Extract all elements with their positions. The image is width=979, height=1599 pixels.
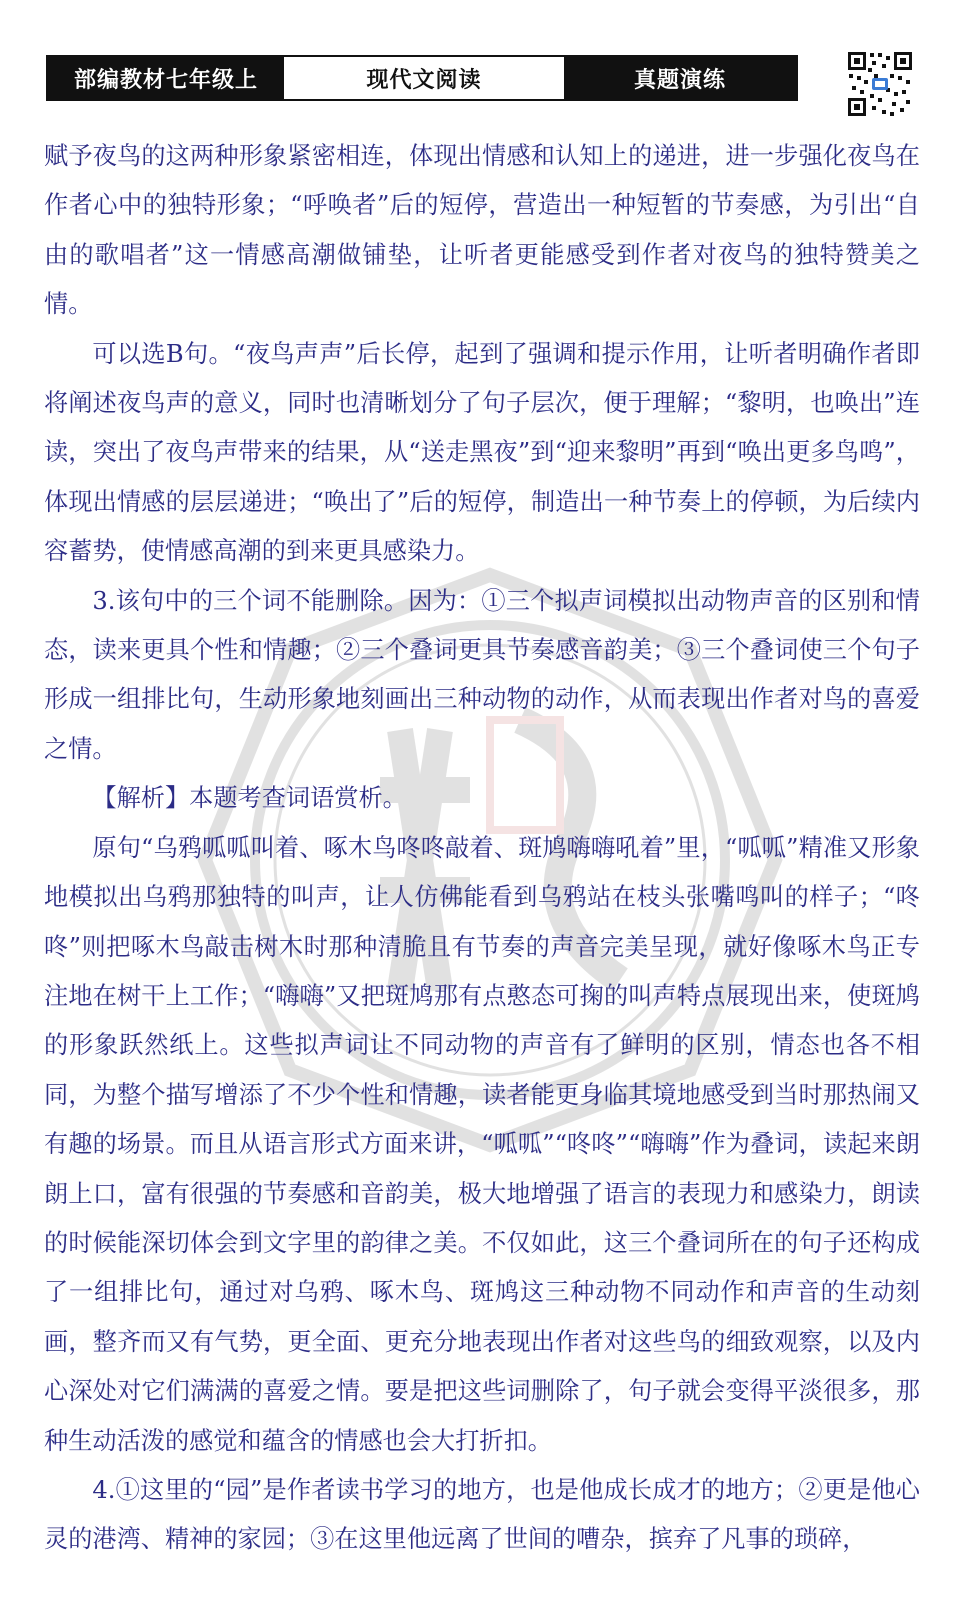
- paragraph-analysis-tag: 【解析】本题考查词语赏析。: [92, 784, 407, 813]
- paragraph-answer-3: 3.该句中的三个词不能删除。因为：①三个拟声词模拟出动物声音的区别和情态，读来更具个性和情趣；②三个叠词更具节奏感音韵美；③三个叠词使三个句子形成一组排比句，生动形象地刻画出三种动物的动作，从而表现出作者对鸟的喜爱之情。: [44, 586, 920, 763]
- paragraph-continuation: 赋予夜鸟的这两种形象紧密相连，体现出情感和认知上的递进，进一步强化夜鸟在作者心中的独特形象；“呼唤者”后的短停，营造出一种短暂的节奏感，为引出“自由的歌唱者”这一情感高潮做铺垫，让听者更能感受到作者对夜鸟的独特赞美之情。: [44, 142, 920, 319]
- paragraph-analysis-body: 原句“乌鸦呱呱叫着、啄木鸟咚咚敲着、斑鸠嗨嗨吼着”里，“呱呱”精准又形象地模拟出乌鸦那独特的叫声，让人仿佛能看到乌鸦站在枝头张嘴鸣叫的样子；“咚咚”则把啄木鸟敲击树木时那种清脆且有节奏的声音完美呈现，就好像啄木鸟正专注地在树干上工作；“嗨嗨”又把斑鸠那有点憨态可掬的叫声特点展现出来，使斑鸠的形象跃然纸上。这些拟声词让不同动物的声音有了鲜明的区别，情态也各不相同，为整个描写增添了不少个性和情趣，读者能更身临其境地感受到当时那热闹又有趣的场景。而且从语言形式方面来讲，“呱呱”“咚咚”“嗨嗨”作为叠词，读起来朗朗上口，富有很强的节奏感和音韵美，极大地增强了语言的表现力和感染力，朗读的时候能深切体会到文字里的韵律之美。不仅如此，这三个叠词所在的句子还构成了一组排比句，通过对乌鸦、啄木鸟、斑鸠这三种动物不同动作和声音的生动刻画，整齐而又有气势，更全面、更充分地表现出作者对这些鸟的细致观察，以及内心深处对它们满满的喜爱之情。要是把这些词删除了，句子就会变得平淡很多，那种生动活泼的感觉和蕴含的情感也会大打折扣。: [44, 833, 920, 1455]
- paragraph-option-b: 可以选B句。“夜鸟声声”后长停，起到了强调和提示作用，让听者明确作者即将阐述夜鸟声的意义，同时也清晰划分了句子层次，便于理解；“黎明，也唤出”连读，突出了夜鸟声带来的结果，从“送走黑夜”到“迎来黎明”再到“唤出更多鸟鸣”，体现出情感的层层递进；“唤出了”后的短停，制造出一种节奏上的停顿，为后续内容蓄势，使情感高潮的到来更具感染力。: [44, 339, 920, 566]
- header-section-label: 现代文阅读: [284, 57, 564, 99]
- header-bar: [46, 55, 798, 101]
- document-body: [44, 132, 920, 1565]
- header-grade-label: 部编教材七年级上: [48, 57, 284, 99]
- header-practice-label: 真题演练: [564, 57, 796, 99]
- qr-code-icon: [846, 50, 914, 118]
- paragraph-answer-4: 4.①这里的“园”是作者读书学习的地方，也是他成长成才的地方；②更是他心灵的港湾、精神的家园；③在这里他远离了世间的嘈杂，摈弃了凡事的琐碎，: [44, 1475, 920, 1554]
